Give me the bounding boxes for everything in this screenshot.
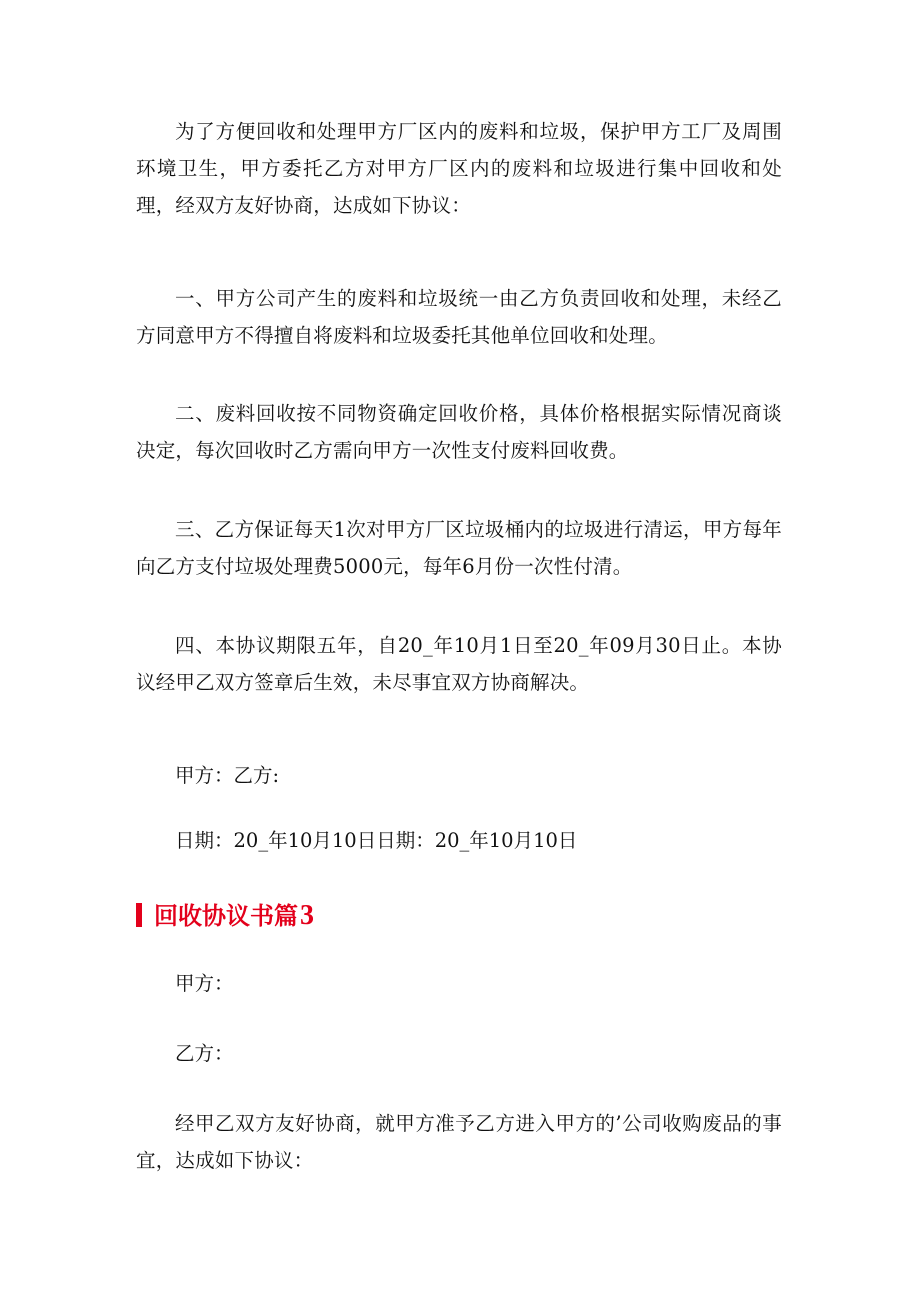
clause-3: 三、乙方保证每天1次对甲方厂区垃圾桶内的垃圾进行清运，甲方每年向乙方支付垃圾处理费5000元，每年6月份一次性付清。 bbox=[136, 518, 782, 578]
clause-4: 四、本协议期限五年，自20_年10月1日至20_年09月30日止。本协议经甲乙双方签章后生效，未尽事宜双方协商解决。 bbox=[136, 634, 782, 694]
party-a-label: 甲方： bbox=[175, 972, 234, 995]
section-heading-number: 3 bbox=[300, 900, 314, 931]
heading-marker-bar bbox=[136, 903, 142, 927]
party-b-label: 乙方： bbox=[175, 1042, 234, 1065]
date-line: 日期：20_年10月10日日期：20_年10月10日 bbox=[175, 829, 578, 852]
clause-2: 二、废料回收按不同物资确定回收价格，具体价格根据实际情况商谈决定，每次回收时乙方需向甲方一次性支付废料回收费。 bbox=[136, 402, 782, 462]
section-heading-text: 回收协议书篇 bbox=[154, 901, 298, 930]
intro-paragraph: 为了方便回收和处理甲方厂区内的废料和垃圾，保护甲方工厂及周围环境卫生，甲方委托乙方对甲方厂区内的废料和垃圾进行集中回收和处理，经双方友好协商，达成如下协议： bbox=[136, 120, 782, 217]
agreement-intro-paragraph: 经甲乙双方友好协商，就甲方准予乙方进入甲方的’公司收购废品的事宜，达成如下协议： bbox=[136, 1112, 782, 1172]
section-heading bbox=[136, 896, 314, 936]
clause-1: 一、甲方公司产生的废料和垃圾统一由乙方负责回收和处理，未经乙方同意甲方不得擅自将废料和垃圾委托其他单位回收和处理。 bbox=[136, 287, 782, 347]
signature-line: 甲方：乙方: bbox=[175, 764, 280, 787]
